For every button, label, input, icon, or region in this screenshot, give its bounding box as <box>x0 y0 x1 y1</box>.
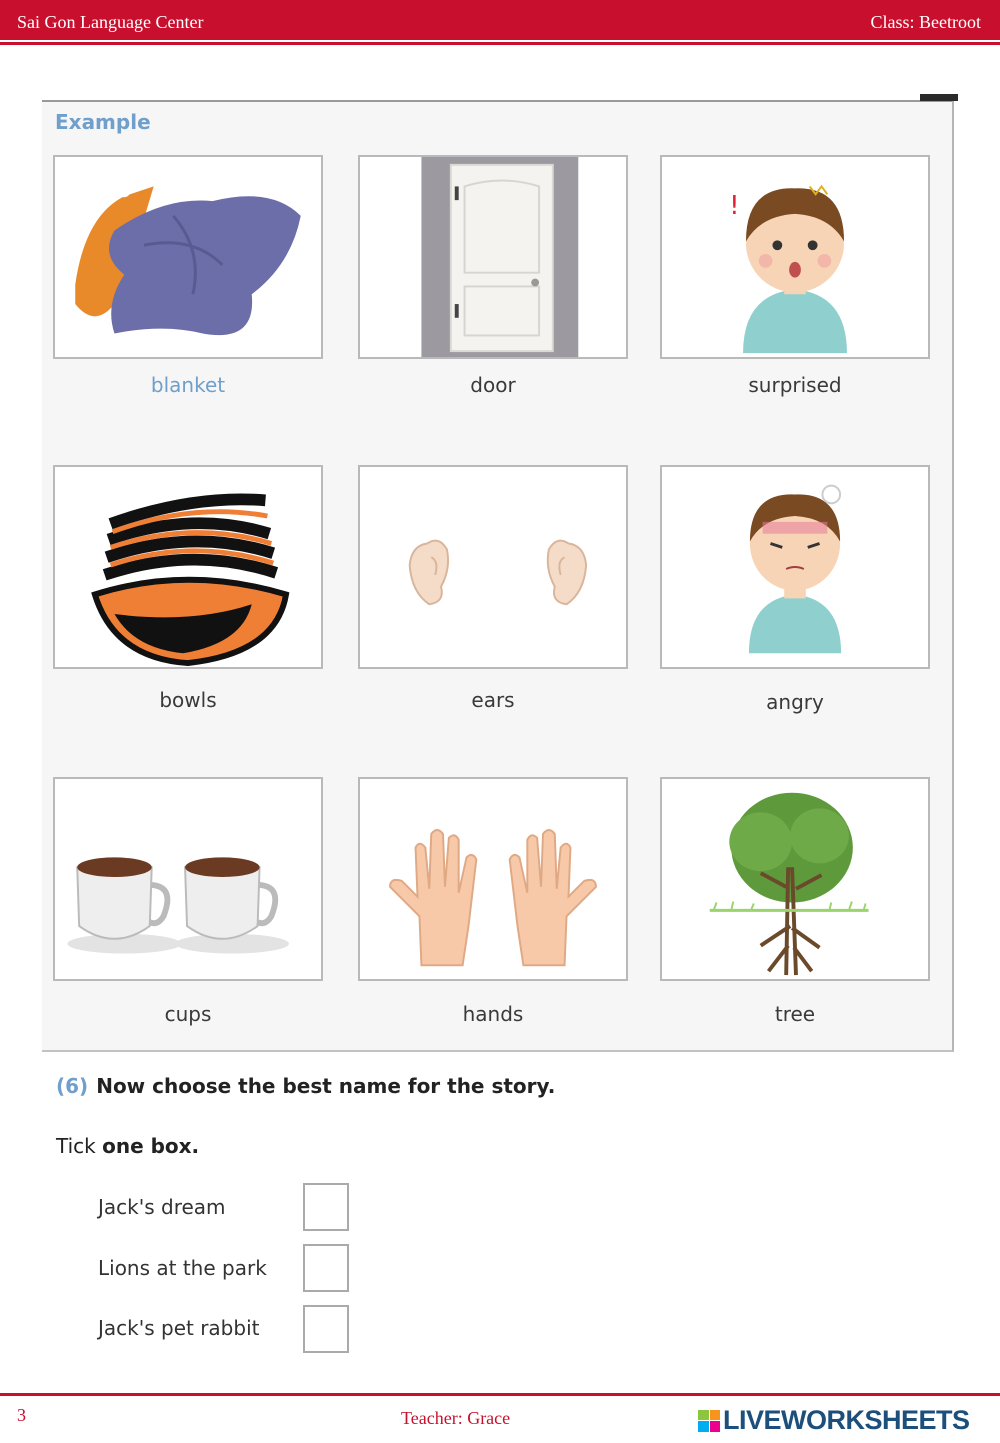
tick-box-2[interactable] <box>303 1244 349 1292</box>
picture-card-angry <box>660 465 930 669</box>
instruction-prefix: Tick <box>56 1134 103 1158</box>
page-header <box>0 0 1000 40</box>
footer-divider <box>0 1393 1000 1396</box>
option-label-3: Jack's pet rabbit <box>98 1316 260 1340</box>
example-label: Example <box>55 110 151 134</box>
bowls-icon <box>55 467 321 667</box>
picture-card-surprised <box>660 155 930 359</box>
svg-text:!: ! <box>729 190 740 221</box>
picture-card-hands <box>358 777 628 981</box>
caption-door: door <box>470 373 516 397</box>
tick-box-3[interactable] <box>303 1305 349 1353</box>
caption-hands: hands <box>462 1002 524 1026</box>
hands-icon <box>360 779 626 979</box>
caption-blanket: blanket <box>150 373 226 397</box>
question-number: (6) <box>56 1074 89 1098</box>
page-number: 3 <box>17 1405 26 1425</box>
picture-card-tree <box>660 777 930 981</box>
teacher-name: Teacher: Grace <box>401 1408 511 1428</box>
liveworksheets-icon <box>698 1410 720 1432</box>
picture-card-blanket <box>53 155 323 359</box>
tree-icon <box>662 779 928 979</box>
caption-tree: tree <box>774 1002 816 1026</box>
picture-card-bowls <box>53 465 323 669</box>
instruction <box>56 1134 199 1158</box>
cups-icon <box>55 779 321 979</box>
panel-corner-mark <box>920 94 958 101</box>
door-icon <box>360 157 626 357</box>
caption-bowls: bowls <box>159 688 217 712</box>
class-label: Class: Beetroot <box>870 12 981 32</box>
question-heading <box>56 1074 555 1098</box>
brand-text: LIVEWORKSHEETS <box>723 1405 970 1435</box>
caption-angry: angry <box>766 690 824 714</box>
picture-card-cups <box>53 777 323 981</box>
school-name: Sai Gon Language Center <box>17 12 204 32</box>
question-text: Now choose the best name for the story. <box>96 1074 556 1098</box>
caption-surprised: surprised <box>748 373 842 397</box>
picture-card-door <box>358 155 628 359</box>
picture-card-ears <box>358 465 628 669</box>
angry-boy-icon <box>662 467 928 667</box>
caption-cups: cups <box>164 1002 212 1026</box>
option-label-2: Lions at the park <box>98 1256 267 1280</box>
blanket-icon <box>55 157 321 357</box>
ears-icon <box>360 467 626 667</box>
caption-ears: ears <box>471 688 515 712</box>
instruction-bold: one box. <box>102 1134 200 1158</box>
brand-logo[interactable] <box>698 1405 970 1436</box>
surprised-boy-icon <box>662 157 928 357</box>
header-divider <box>0 42 1000 45</box>
tick-box-1[interactable] <box>303 1183 349 1231</box>
option-label-1: Jack's dream <box>98 1195 226 1219</box>
